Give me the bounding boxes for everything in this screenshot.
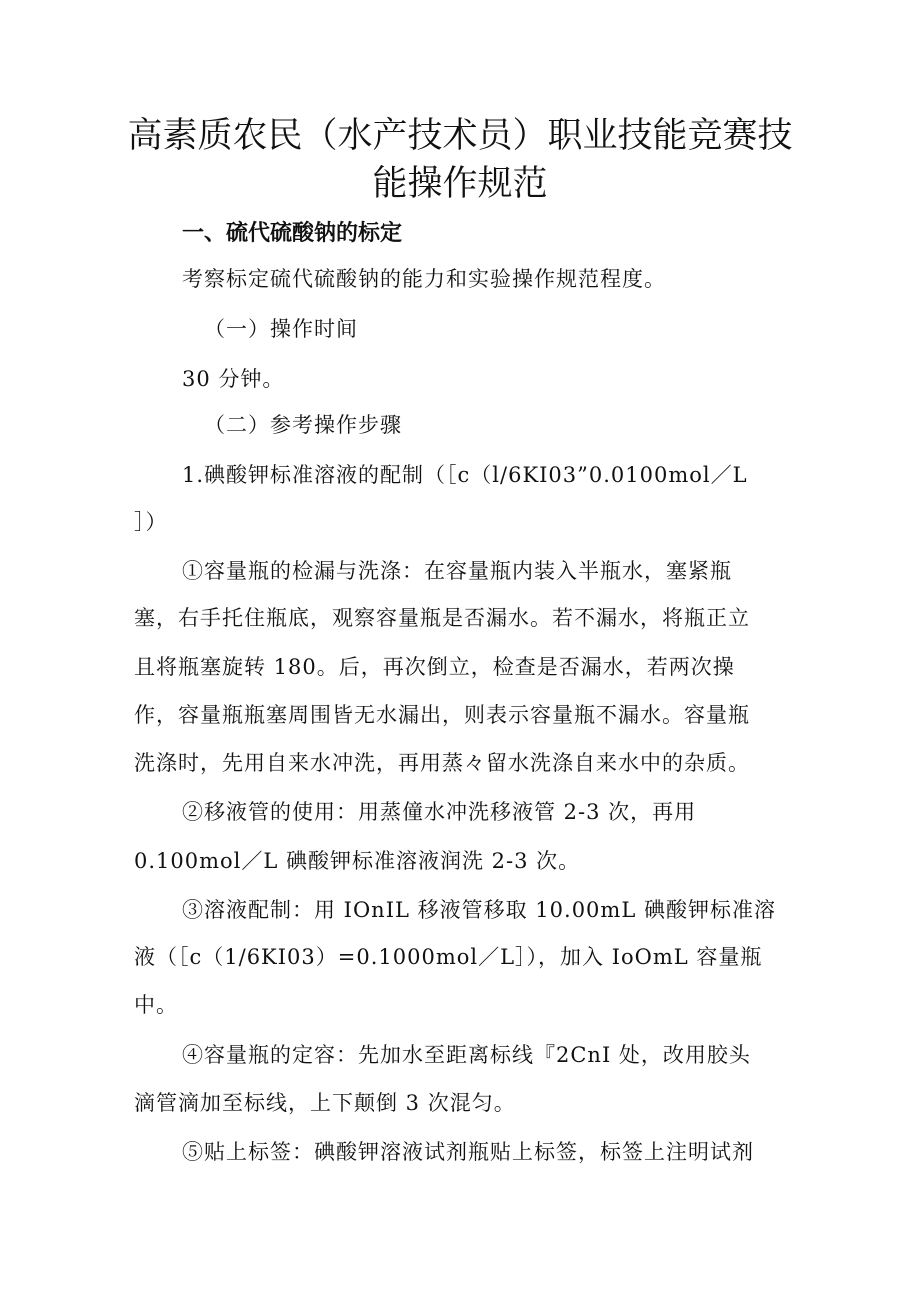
paragraph-line: 30 分钟。: [182, 367, 285, 391]
paragraph-line: 考察标定硫代硫酸钠的能力和实验操作规范程度。: [182, 267, 666, 291]
paragraph-line: 滴管滴加至标线，上下颠倒 3 次混匀。: [134, 1091, 516, 1115]
section-heading: 一、硫代硫酸钠的标定: [182, 221, 403, 246]
paragraph-line: ］）: [134, 510, 168, 534]
paragraph-line: 塞，右手托住瓶底，观察容量瓶是否漏水。若不漏水，将瓶正立: [134, 606, 750, 630]
subsection-heading: （二）参考操作步骤: [204, 413, 402, 437]
title-line-2: 能操作规范: [372, 164, 548, 204]
paragraph-line: 1.碘酸钾标准溶液的配制（［c（l/6KI03”0.0100mol／L: [182, 463, 748, 487]
document-title: [100, 112, 820, 208]
paragraph-line: 0.100mol／L 碘酸钾标准溶液润洗 2-3 次。: [134, 849, 581, 873]
paragraph-line: 洗涤时，先用自来水冲洗，再用蒸々留水洗涤自来水中的杂质。: [134, 751, 750, 775]
paragraph-line: ②移液管的使用：用蒸僮水冲洗移液管 2-3 次，再用: [182, 800, 697, 824]
paragraph-line: 作，容量瓶瓶塞周围皆无水漏出，则表示容量瓶不漏水。容量瓶: [134, 703, 750, 727]
paragraph-line: 液（［c（1/6KI03）=0.1000mol／L］），加入 IoOmL 容量瓶: [134, 945, 763, 969]
paragraph-line: ⑤贴上标签：碘酸钾溶液试剂瓶贴上标签，标签上注明试剂: [182, 1140, 754, 1164]
subsection-heading: （一）操作时间: [204, 317, 358, 341]
paragraph-line: 中。: [134, 993, 178, 1017]
paragraph-line: ①容量瓶的检漏与洗涤：在容量瓶内装入半瓶水，塞紧瓶: [182, 559, 732, 583]
paragraph-line: ④容量瓶的定容：先加水至距离标线『2CnI 处，改用胶头: [182, 1043, 751, 1067]
title-line-1: 高素质农民（水产技术员）职业技能竞赛技: [127, 116, 793, 156]
paragraph-line: ③溶液配制：用 IOnIL 移液管移取 10.00mL 碘酸钾标准溶: [182, 898, 776, 922]
paragraph-line: 且将瓶塞旋转 180。后，再次倒立，检查是否漏水，若两次操: [134, 655, 735, 679]
